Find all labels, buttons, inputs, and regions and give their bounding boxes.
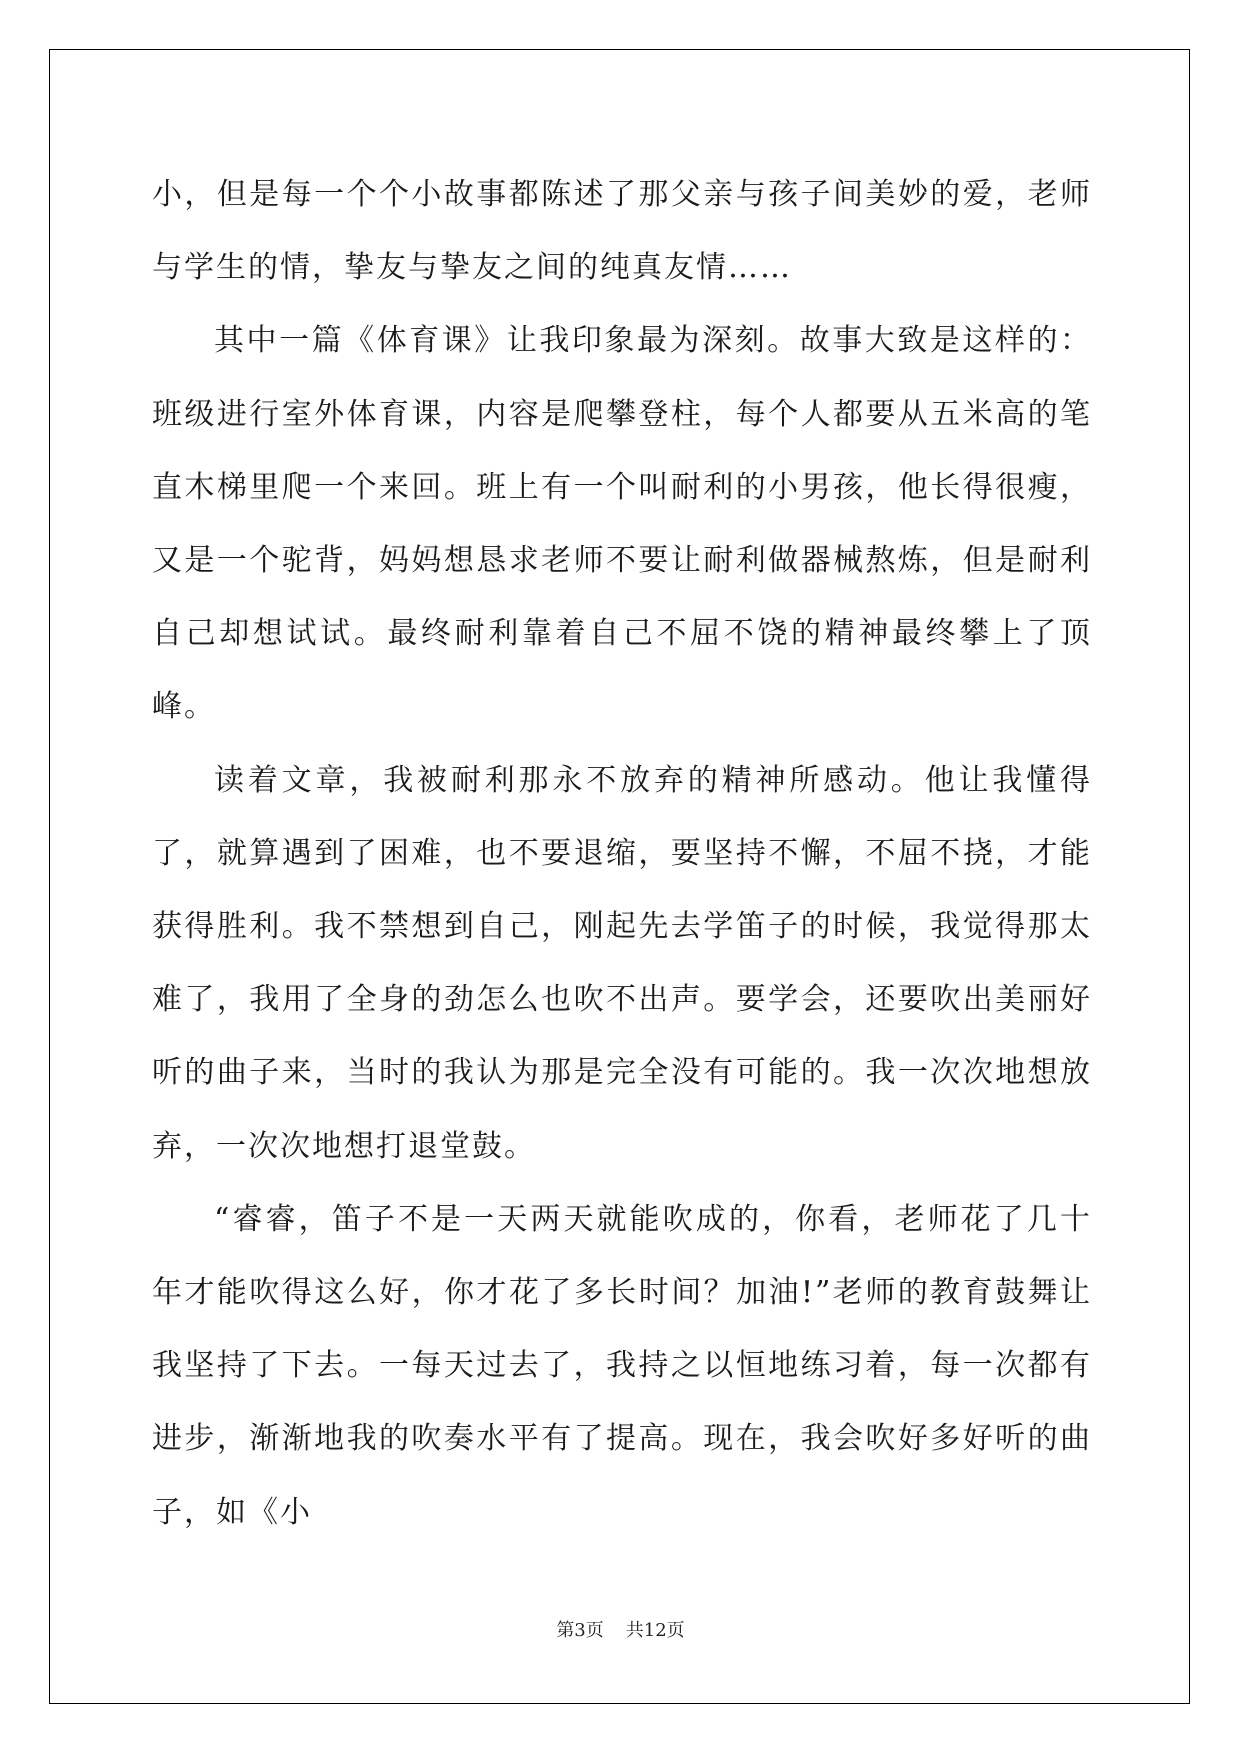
paragraph-1: 小，但是每一个个小故事都陈述了那父亲与孩子间美妙的爱，老师与学生的情，挚友与挚友之间的纯真友情…… — [152, 177, 1092, 286]
paragraph-2: 其中一篇《体育课》让我印象最为深刻。故事大致是这样的：班级进行室外体育课，内容是爬攀登柱，每个人都要从五米高的笔直木梯里爬一个来回。班上有一个叫耐利的小男孩，他长得很瘦，又是一个驼背，妈妈想恳求老师不要让耐利做器械熬炼，但是耐利自己却想试试。最终耐利靠着自己不屈不饶的精神最终攀上了顶峰。 — [152, 323, 1092, 725]
total-pages: 共12页 — [625, 1620, 685, 1641]
page-footer — [0, 1616, 1241, 1642]
paragraph-4: “睿睿，笛子不是一天两天就能吹成的，你看，老师花了几十年才能吹得这么好，你才花了多长时间？加油!”老师的教育鼓舞让我坚持了下去。一每天过去了，我持之以恒地练习着，每一次都有进步，渐渐地我的吹奏水平有了提高。现在，我会吹好多好听的曲子，如《小 — [152, 1201, 1092, 1530]
page-number: 第3页 — [556, 1620, 604, 1641]
document-body — [152, 158, 1092, 1549]
paragraph-3: 读着文章，我被耐利那永不放弃的精神所感动。他让我懂得了，就算遇到了困难，也不要退缩，要坚持不懈，不屈不挠，才能获得胜利。我不禁想到自己，刚起先去学笛子的时候，我觉得那太难了，我用了全身的劲怎么也吹不出声。要学会，还要吹出美丽好听的曲子来，当时的我认为那是完全没有可能的。我一次次地想放弃，一次次地想打退堂鼓。 — [152, 762, 1092, 1164]
